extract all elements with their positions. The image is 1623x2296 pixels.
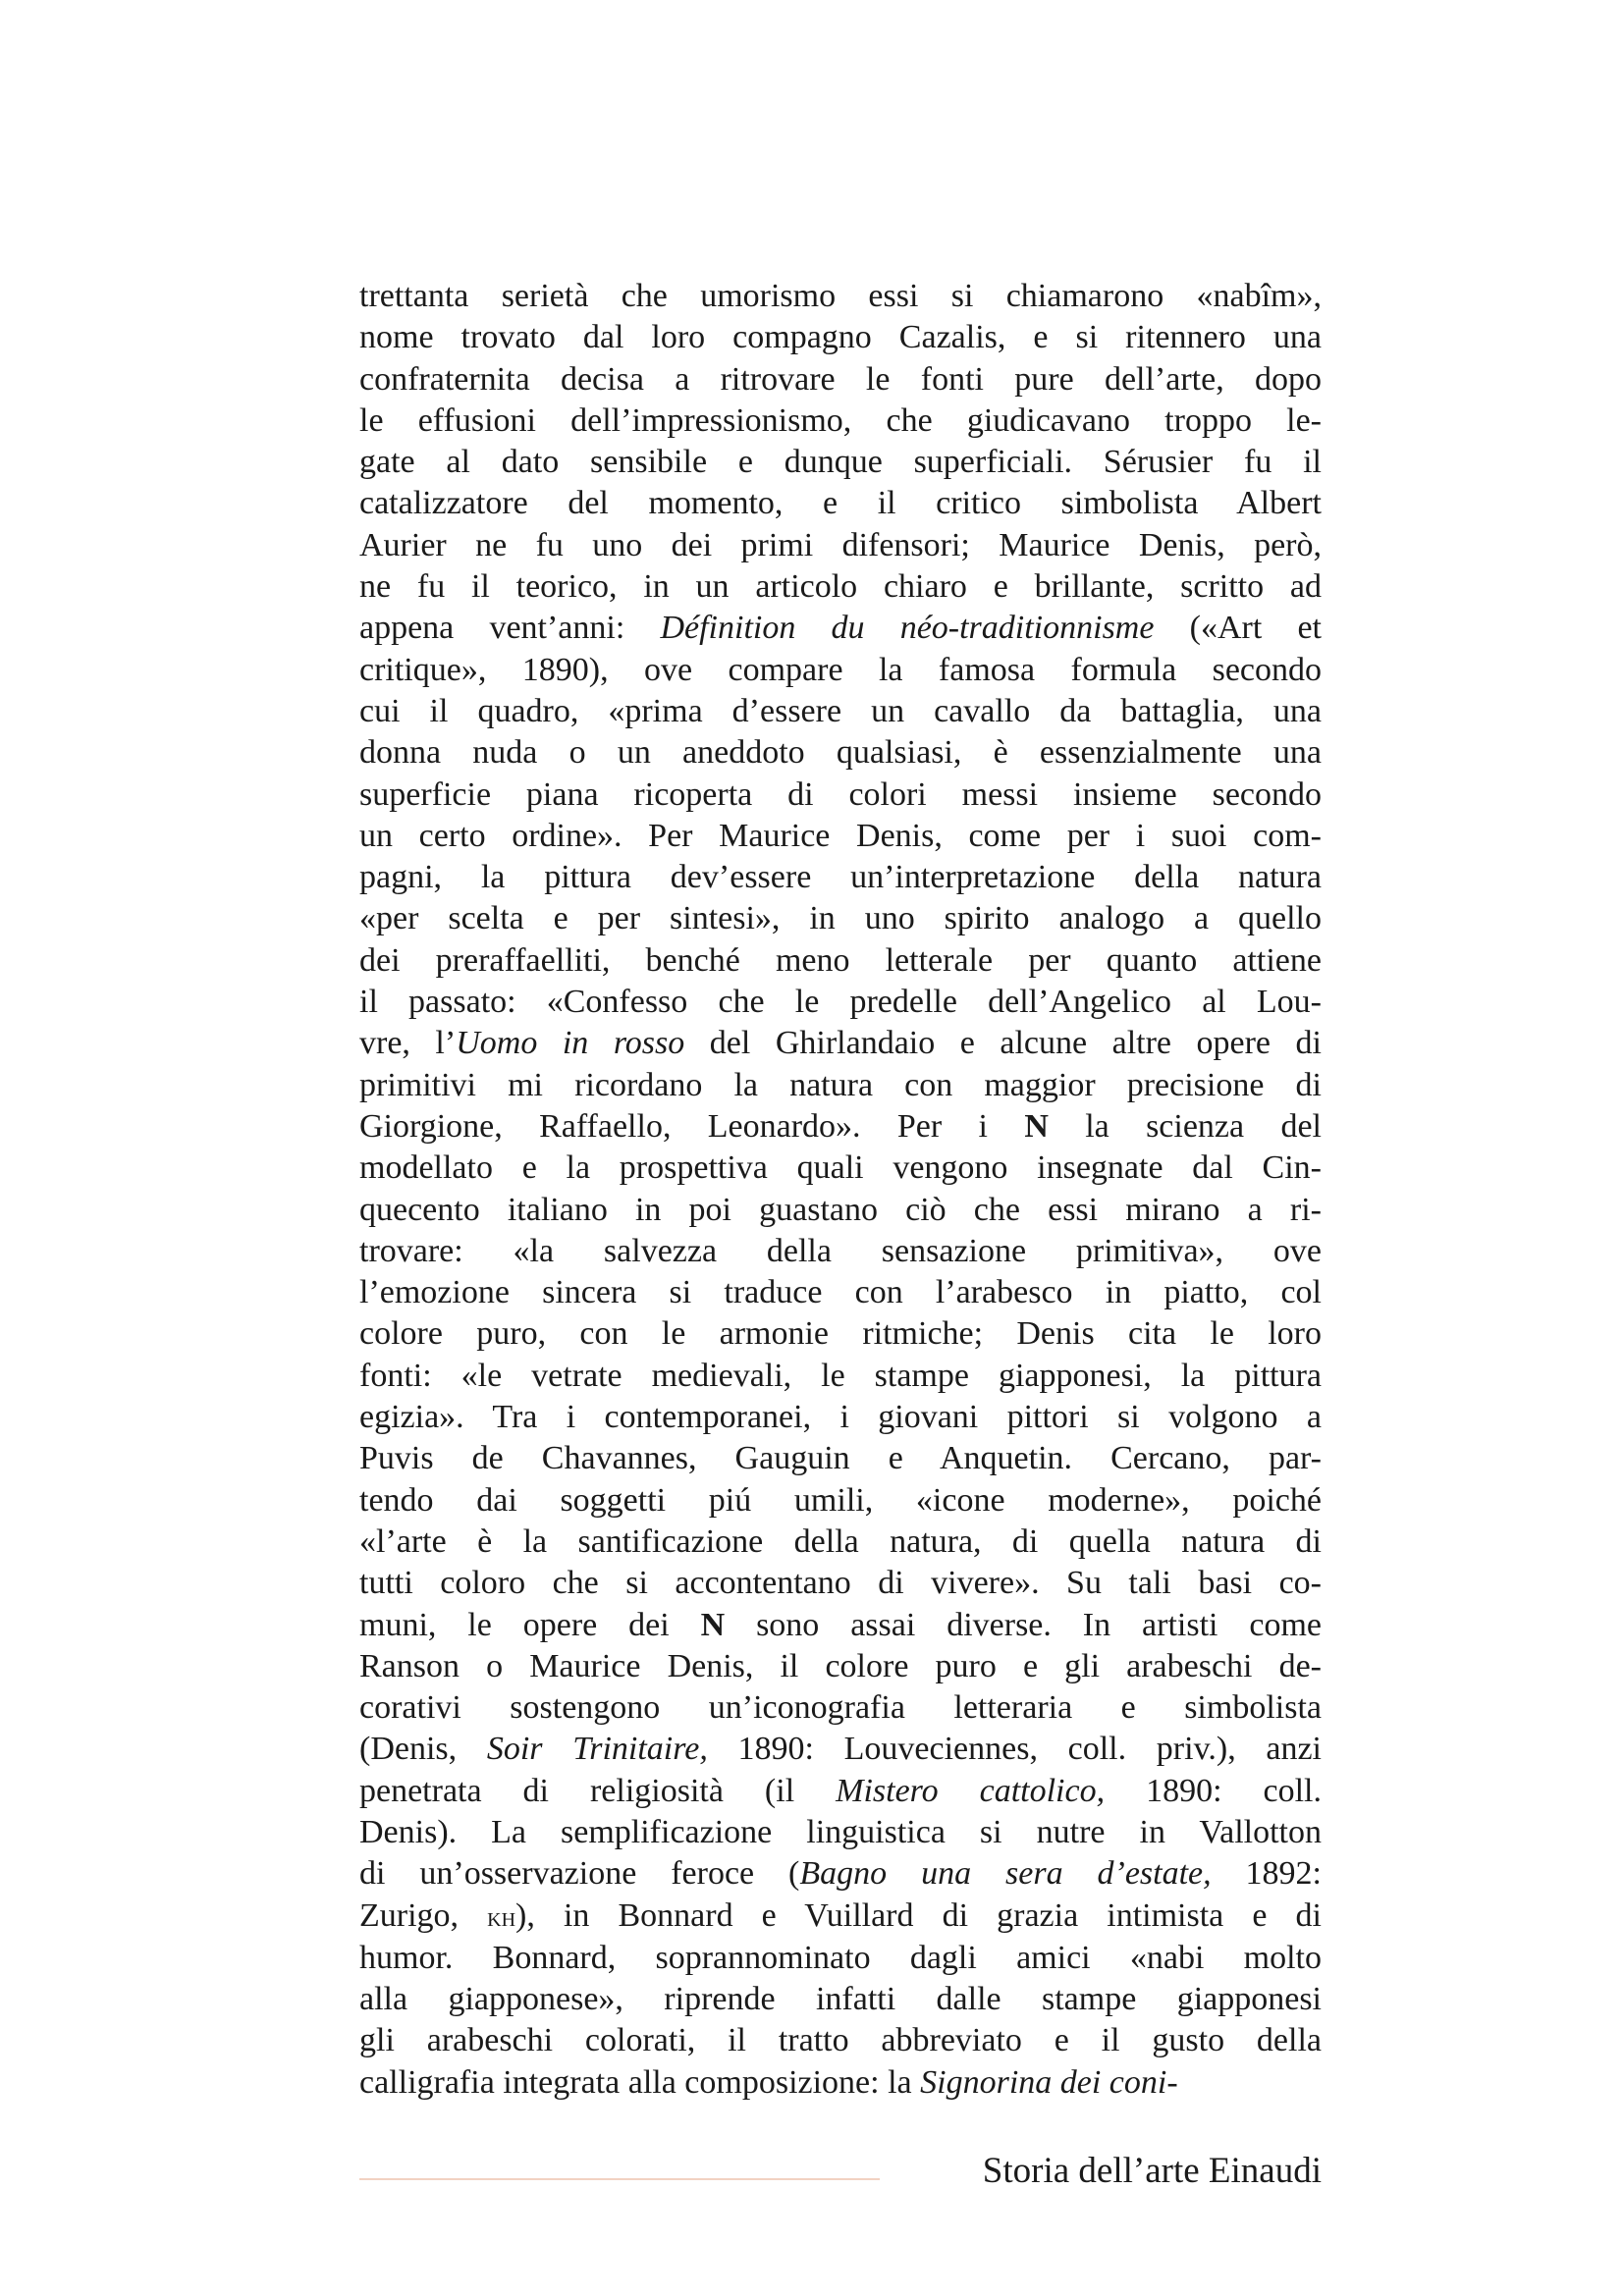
text-run: di un’osservazione feroce ( [359,1855,800,1893]
text-line [359,400,1322,442]
text-run: appena vent’anni: [359,610,661,647]
text-run: vre, l’ [359,1025,457,1062]
text-line [359,1522,1322,1563]
text-run: gate al dato sensibile e dunque superficiali. Sérusier fu il [359,444,1322,481]
text-line [359,857,1322,898]
italic-title: Soir Trinitaire, [486,1731,708,1768]
text-run: quecento italiano in poi guastano ciò che essi mirano a ri- [359,1191,1322,1228]
text-run: dei preraffaelliti, benché meno letterale per quanto attiene [359,941,1322,979]
text-line [359,1272,1322,1313]
text-run: tendo dai soggetti piú umili, «icone moderne», poiché [359,1481,1322,1519]
text-line [359,1687,1322,1729]
text-line [359,1313,1322,1355]
text-line [359,1023,1322,1064]
italic-title: Signorina dei coni- [920,2063,1178,2101]
text-run: «per scelta e per sintesi», in uno spirito analogo a quello [359,900,1322,937]
text-line [359,1190,1322,1231]
text-line [359,1853,1322,1895]
text-run: ), in Bonnard e Vuillard di grazia intimista e di [515,1896,1322,1934]
text-run: il passato: «Confesso che le predelle dell’Angelico al Lou- [359,984,1322,1021]
text-run: superficie piana ricoperta di colori messi insieme secondo [359,775,1322,813]
text-line [359,442,1322,483]
text-line [359,1148,1322,1189]
text-line [359,525,1322,566]
text-line [359,1065,1322,1106]
text-line [359,774,1322,816]
text-line [359,608,1322,649]
text-line [359,940,1322,982]
text-run: trovare: «la salvezza della sensazione primitiva», ove [359,1232,1322,1269]
text-line [359,816,1322,857]
text-line [359,1356,1322,1397]
text-run: Giorgione, Raffaello, Leonardo». Per i [359,1107,1025,1145]
text-run: le effusioni dell’impressionismo, che giudicavano troppo le- [359,401,1322,439]
text-run: Aurier ne fu uno dei primi difensori; Maurice Denis, però, [359,526,1322,563]
text-run: donna nuda o un aneddoto qualsiasi, è essenzialmente una [359,734,1322,772]
italic-title: Définition du néo-traditionnisme [660,610,1155,647]
footer-rule [359,2178,880,2180]
text-line [359,276,1322,317]
text-run: fonti: «le vetrate medievali, le stampe giapponesi, la pittura [359,1357,1322,1394]
bold-abbreviation: N [700,1606,726,1643]
text-run: critique», 1890), ove compare la famosa formula secondo [359,651,1322,688]
text-run: humor. Bonnard, soprannominato dagli amici «nabi molto [359,1939,1322,1976]
text-run: 1892: [1211,1855,1322,1893]
small-caps-abbreviation: kh [487,1900,516,1933]
italic-title: Uomo in rosso [456,1025,685,1062]
text-line [359,1231,1322,1272]
text-line [359,1896,1322,1938]
text-line [359,1812,1322,1853]
text-line [359,359,1322,400]
text-run: primitivi mi ricordano la natura con maggior precisione di [359,1066,1322,1103]
text-run: gli arabeschi colorati, il tratto abbreviato e il gusto della [359,2022,1322,2059]
text-line [359,1397,1322,1438]
text-run: muni, le opere dei [359,1606,701,1643]
text-line [359,566,1322,608]
text-run: l’emozione sincera si traduce con l’arabesco in piatto, col [359,1274,1322,1311]
text-line [359,650,1322,691]
text-run: Zurigo, [359,1896,488,1934]
text-run: corativi sostengono un’iconografia letteraria e simbolista [359,1689,1322,1727]
text-run: tutti coloro che si accontentano di vivere». Su tali basi co- [359,1565,1322,1602]
text-run: trettanta serietà che umorismo essi si chiamarono «nabîm», [359,278,1322,314]
italic-title: Mistero cattolico, [836,1772,1106,1809]
text-run: la scienza del [1048,1107,1322,1145]
text-line [359,1771,1322,1812]
text-run: «l’arte è la santificazione della natura, di quella natura di [359,1522,1322,1560]
text-line [359,2020,1322,2061]
text-line [359,898,1322,939]
text-run: ne fu il teorico, in un articolo chiaro e brillante, scritto ad [359,568,1322,606]
text-line [359,1646,1322,1687]
text-run: un certo ordine». Per Maurice Denis, come per i suoi com- [359,817,1322,854]
italic-title: Bagno una sera d’estate, [799,1855,1212,1893]
text-run: («Art et [1154,610,1322,647]
text-run: 1890: Louveciennes, coll. priv.), anzi [707,1731,1323,1768]
text-line [359,982,1322,1023]
text-run: 1890: coll. [1105,1772,1322,1809]
text-line [359,1979,1322,2020]
text-line [359,1480,1322,1522]
text-run: pagni, la pittura dev’essere un’interpretazione della natura [359,859,1322,896]
text-line [359,1605,1322,1646]
body-text [359,276,1322,2104]
text-line [359,2062,1322,2104]
text-line [359,483,1322,524]
text-run: Puvis de Chavannes, Gauguin e Anquetin. Cercano, par- [359,1440,1322,1477]
text-run: colore puro, con le armonie ritmiche; Denis cita le loro [359,1315,1322,1353]
text-run: egizia». Tra i contemporanei, i giovani pittori si volgono a [359,1399,1322,1436]
text-run: nome trovato dal loro compagno Cazalis, e si ritennero una [359,319,1322,356]
text-run: modellato e la prospettiva quali vengono insegnate dal Cin- [359,1149,1322,1187]
text-run: del Ghirlandaio e alcune altre opere di [684,1025,1322,1062]
text-run: Denis). La semplificazione linguistica si nutre in Vallotton [359,1813,1322,1850]
text-line [359,1106,1322,1148]
text-run: sono assai diverse. In artisti come [725,1606,1322,1643]
bold-abbreviation: N [1024,1107,1049,1145]
text-run: confraternita decisa a ritrovare le fonti pure dell’arte, dopo [359,360,1322,398]
text-run: Ranson o Maurice Denis, il colore puro e gli arabeschi de- [359,1647,1322,1684]
text-run: cui il quadro, «prima d’essere un cavallo da battaglia, una [359,692,1322,729]
text-line [359,1729,1322,1770]
text-line [359,317,1322,358]
text-line [359,1938,1322,1979]
text-line [359,691,1322,732]
text-run: catalizzatore del momento, e il critico simbolista Albert [359,485,1322,522]
footer-title: Storia dell’arte Einaudi [982,2151,1322,2191]
text-run: calligrafia integrata alla composizione: la [359,2063,921,2101]
text-line [359,1563,1322,1604]
text-run: alla giapponese», riprende infatti dalle stampe giapponesi [359,1981,1322,2018]
text-line [359,732,1322,774]
text-line [359,1438,1322,1479]
text-run: penetrata di religiosità (il [359,1772,837,1809]
text-run: (Denis, [359,1731,487,1768]
